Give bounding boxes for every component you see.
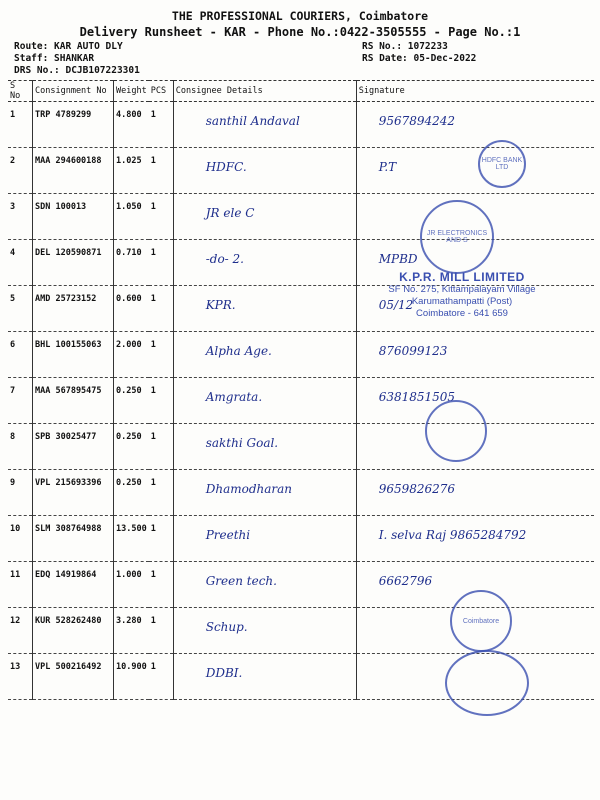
row-sno: 2 — [8, 148, 33, 194]
oval-stamp — [445, 650, 529, 716]
jr-electronics-stamp — [420, 200, 494, 274]
row-weight: 10.900 — [114, 654, 149, 700]
row-consignment: EDQ 14919864 — [33, 562, 114, 608]
row-signature — [356, 470, 594, 516]
row-consignment: MAA 294600188 — [33, 148, 114, 194]
row-consignment: MAA 567895475 — [33, 378, 114, 424]
hdfc-stamp-text: HDFC BANK LTD — [481, 157, 523, 171]
row-consignment: BHL 100155063 — [33, 332, 114, 378]
row-consignee — [173, 378, 356, 424]
row-consignment: AMD 25723152 — [33, 286, 114, 332]
handwritten-consignee: HDFC. — [205, 160, 247, 174]
row-pcs: 1 — [149, 562, 174, 608]
handwritten-consignee: DDBI. — [205, 666, 243, 680]
handwritten-consignee: Schup. — [205, 620, 248, 634]
row-sno: 7 — [8, 378, 33, 424]
handwritten-signature: MPBD — [378, 252, 418, 266]
row-weight: 4.800 — [114, 102, 149, 148]
handwritten-consignee: Dhamodharan — [205, 482, 293, 496]
row-consignee — [173, 654, 356, 700]
row-weight: 0.600 — [114, 286, 149, 332]
handwritten-signature: 6662796 — [378, 574, 433, 588]
runsheet-title: Delivery Runsheet - KAR - Phone No.:0422-3505555 - Page No.:1 — [79, 25, 521, 39]
col-pcs: PCS — [149, 81, 174, 102]
handwritten-signature: I. selva Raj 9865284792 — [378, 528, 527, 542]
handwritten-consignee: Amgrata. — [205, 390, 263, 404]
row-sno: 4 — [8, 240, 33, 286]
row-consignee — [173, 240, 356, 286]
row-sno: 12 — [8, 608, 33, 654]
row-weight: 0.250 — [114, 424, 149, 470]
table-header — [8, 81, 594, 102]
row-consignment: VPL 215693396 — [33, 470, 114, 516]
row-pcs: 1 — [149, 516, 174, 562]
kpr-stamp-addr1: SF No. 275, Kittampalayam Village — [388, 284, 536, 295]
handwritten-signature: 6381851505 — [378, 390, 456, 404]
handwritten-signature: 876099123 — [378, 344, 448, 358]
row-consignment: KUR 528262480 — [33, 608, 114, 654]
table-row — [8, 378, 594, 424]
staff: Staff: SHANKAR — [14, 53, 95, 64]
row-consignee — [173, 470, 356, 516]
row-consignment: SLM 308764988 — [33, 516, 114, 562]
row-pcs: 1 — [149, 470, 174, 516]
row-consignee — [173, 148, 356, 194]
handwritten-consignee: Preethi — [205, 528, 251, 542]
handwritten-consignee: sakthi Goal. — [205, 436, 279, 450]
col-weight: Weight — [114, 81, 149, 102]
col-consignment: Consignment No — [33, 81, 114, 102]
row-signature — [356, 148, 594, 194]
drs-no: DRS No.: DCJB107223301 — [14, 65, 140, 76]
row-pcs: 1 — [149, 148, 174, 194]
row-pcs: 1 — [149, 608, 174, 654]
row-sno: 1 — [8, 102, 33, 148]
table-row — [8, 516, 594, 562]
row-weight: 3.280 — [114, 608, 149, 654]
table-row — [8, 332, 594, 378]
handwritten-consignee: santhil Andaval — [205, 114, 300, 128]
row-consignee — [173, 102, 356, 148]
row-consignee — [173, 286, 356, 332]
row-sno: 11 — [8, 562, 33, 608]
row-weight: 0.710 — [114, 240, 149, 286]
handwritten-signature: P.T — [378, 160, 397, 174]
col-consignee: Consignee Details — [173, 81, 356, 102]
rs-no: RS No.: 1072233 — [362, 41, 448, 52]
kpr-stamp-title: K.P.R. MILL LIMITED — [399, 270, 525, 284]
row-consignee — [173, 332, 356, 378]
rs-date: RS Date: 05-Dec-2022 — [362, 53, 477, 64]
coimbatore-stamp — [450, 590, 512, 652]
row-sno: 13 — [8, 654, 33, 700]
kpr-stamp — [372, 270, 552, 320]
handwritten-consignee: KPR. — [205, 298, 236, 312]
row-pcs: 1 — [149, 654, 174, 700]
col-signature: Signature — [356, 81, 594, 102]
row-pcs: 1 — [149, 240, 174, 286]
hdfc-stamp — [478, 140, 526, 188]
row-sno: 6 — [8, 332, 33, 378]
row-weight: 1.050 — [114, 194, 149, 240]
route: Route: KAR AUTO DLY — [14, 41, 123, 52]
company-title: THE PROFESSIONAL COURIERS, Coimbatore — [171, 9, 429, 23]
table-row — [8, 194, 594, 240]
row-signature — [356, 516, 594, 562]
table-row — [8, 470, 594, 516]
row-weight: 2.000 — [114, 332, 149, 378]
row-consignment: SDN 100013 — [33, 194, 114, 240]
row-consignment: TRP 4789299 — [33, 102, 114, 148]
handwritten-consignee: Alpha Age. — [205, 344, 272, 358]
jr-stamp-text: JR ELECTRONICS AND S — [426, 230, 488, 244]
row-consignee — [173, 608, 356, 654]
row-weight: 0.250 — [114, 378, 149, 424]
row-pcs: 1 — [149, 194, 174, 240]
round-stamp — [425, 400, 487, 462]
row-weight: 0.250 — [114, 470, 149, 516]
row-weight: 1.000 — [114, 562, 149, 608]
row-weight: 1.025 — [114, 148, 149, 194]
handwritten-signature: 9567894242 — [378, 114, 456, 128]
kpr-stamp-addr2: Karumathampatti (Post) — [411, 296, 513, 307]
row-pcs: 1 — [149, 102, 174, 148]
handwritten-signature: 05/12 — [378, 298, 414, 312]
row-sno: 5 — [8, 286, 33, 332]
row-consignment: VPL 500216492 — [33, 654, 114, 700]
row-pcs: 1 — [149, 332, 174, 378]
row-consignee — [173, 424, 356, 470]
row-signature — [356, 332, 594, 378]
row-pcs: 1 — [149, 286, 174, 332]
kpr-stamp-addr3: Coimbatore - 641 659 — [416, 308, 508, 319]
row-consignee — [173, 562, 356, 608]
table-row — [8, 562, 594, 608]
handwritten-consignee: Green tech. — [205, 574, 277, 588]
col-sno: S No — [8, 81, 33, 102]
row-sno: 3 — [8, 194, 33, 240]
row-consignee — [173, 516, 356, 562]
handwritten-consignee: JR ele C — [205, 206, 255, 220]
handwritten-consignee: -do- 2. — [205, 252, 244, 266]
row-consignment: DEL 120590871 — [33, 240, 114, 286]
row-weight: 13.500 — [114, 516, 149, 562]
coimbatore-stamp-text: Coimbatore — [462, 617, 500, 625]
row-sno: 9 — [8, 470, 33, 516]
row-consignee — [173, 194, 356, 240]
row-sno: 10 — [8, 516, 33, 562]
row-sno: 8 — [8, 424, 33, 470]
handwritten-signature: 9659826276 — [378, 482, 456, 496]
row-signature — [356, 102, 594, 148]
table-row — [8, 424, 594, 470]
row-pcs: 1 — [149, 378, 174, 424]
row-pcs: 1 — [149, 424, 174, 470]
row-consignment: SPB 30025477 — [33, 424, 114, 470]
